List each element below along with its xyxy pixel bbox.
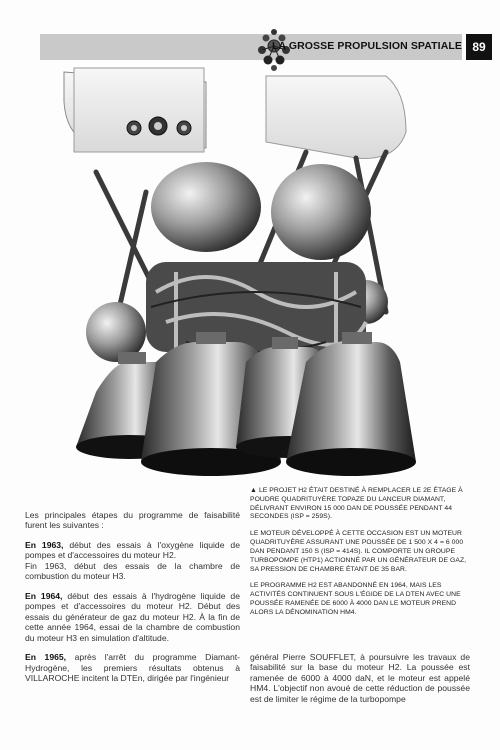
year-label: En 1963, bbox=[25, 539, 64, 550]
caption-paragraph: LE PROGRAMME H2 EST ABANDONNÉ EN 1964, MAIS LES ACTIVITÉS CONTINUENT SOUS L'ÉGIDE DE LA DTEN AVEC UNE POUSSÉE RAMENÉE DE 6000 À 4000 DAN LE MOTEUR PREND ALORS LA DÉNOMINATION HM4. bbox=[250, 582, 461, 616]
caption-text-1: LE PROJET H2 ÉTAIT DESTINÉ À REMPLACER LE 2E ÉTAGE À POUDRE QUADRITUYÈRE TOPAZE DU LANCEUR DIAMANT, DÉLIVRANT ENVIRON 15 000 DAN DE POUSSÉE PENDANT 44 SECONDES (ISP = 259S). bbox=[250, 487, 463, 521]
year-label: En 1964, bbox=[25, 590, 63, 601]
caption-paragraph bbox=[250, 486, 476, 522]
rocket-engine-photo bbox=[56, 62, 430, 480]
paragraph-1963-end: Fin 1963, début des essais de la chambre de combustion du moteur H3. bbox=[25, 560, 240, 582]
paragraph-text: début des essais à l'hydrogène liquide de pompes et d'accessoires du moteur H2. Début des essais du générateur de gaz du moteur H2. À la fin de cette année 1964, essai de la chambre de combustion du moteur H3 en simulation d'altitude. bbox=[25, 590, 240, 643]
page-number: 89 bbox=[466, 34, 492, 60]
year-label: En 1965, bbox=[25, 652, 67, 663]
intro-paragraph: Les principales étapes du programme de faisabilité furent les suivantes : bbox=[25, 510, 240, 531]
paragraph-text: début des essais à l'oxygène liquide de pompes et d'accessoires du moteur H2. bbox=[25, 539, 240, 561]
section-title: LA GROSSE PROPULSION SPATIALE bbox=[272, 40, 462, 52]
paragraph-1964 bbox=[25, 591, 240, 643]
paragraph-1963 bbox=[25, 540, 240, 561]
paragraph-text: après l'arrêt du programme Diamant-Hydrogène, les premiers résultats obtenus à VILLAROCHE incitent la DTEn, dirigée par l'ingénieur bbox=[25, 652, 241, 684]
paragraph-1965 bbox=[25, 652, 240, 683]
triangle-icon: ▲ bbox=[250, 487, 257, 494]
right-column bbox=[250, 652, 470, 704]
left-column bbox=[25, 510, 240, 693]
photo-caption bbox=[250, 486, 476, 626]
continuation-paragraph: général Pierre SOUFFLET, à poursuivre les travaux de faisabilité sur la base du moteur H2. La poussée est ramenée de 6000 à 4000 daN, et le moteur est appelé HM4. L'objectif non avoué de cette réduction de poussée est de limiter le régime de la turbopompe bbox=[250, 652, 470, 704]
caption-paragraph: LE MOTEUR DÉVELOPPÉ À CETTE OCCASION EST UN MOTEUR QUADRITUYÈRE ASSURANT UNE POUSSÉE DE 1 500 X 4 = 6 000 DAN PENDANT 150 S (ISP = 414S). IL COMPORTE UN GROUPE TURBOPOMPE (HTP1) ACTIONNÉ PAR UN GÉNÉRATEUR DE GAZ, SA PRESSION DE CHAMBRE ÉTANT DE 35 BAR. bbox=[250, 530, 467, 573]
